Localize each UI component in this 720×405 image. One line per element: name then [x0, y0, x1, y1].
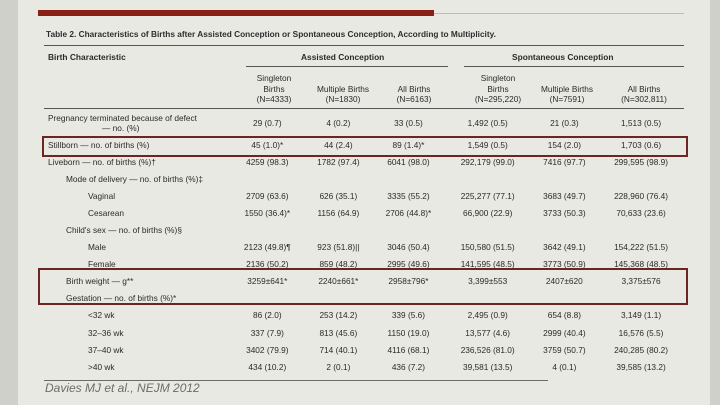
table-caption: Table 2. Characteristics of Births after Assisted Conception or Spontaneous Conception, According to Multiplicity.: [46, 29, 496, 39]
table-row: Female 2136 (50.2) 859 (48.2) 2995 (49.6) 141,595 (48.5) 3773 (50.9) 145,368 (48.5): [88, 259, 669, 270]
table-row: <32 wk 86 (2.0) 253 (14.2) 339 (5.6) 2,495 (0.9) 654 (8.8) 3,149 (1.1): [88, 310, 662, 321]
col-head-assisted-multiple: Multiple Births (N=1830): [316, 83, 370, 104]
header-rule: [44, 108, 684, 109]
table-row: Birth weight — g** 3259±641* 2240±661* 2958±796* 3,399±553 2407±620 3,375±576: [66, 276, 661, 287]
assisted-rule: [246, 66, 448, 67]
table-row: >40 wk 434 (10.2) 2 (0.1) 436 (7.2) 39,581 (13.5) 4 (0.1) 39,585 (13.2): [88, 361, 666, 372]
table-row: 32–36 wk 337 (7.9) 813 (45.6) 1150 (19.0) 13,577 (4.6) 2999 (40.4) 16,576 (5.5): [88, 327, 664, 338]
col-head-spontaneous-all: All Births (N=302,811): [621, 83, 667, 104]
table-row: Child's sex — no. of births (%)§: [66, 225, 182, 236]
table-row: 37–40 wk 3402 (79.9) 714 (40.1) 4116 (68.1) 236,526 (81.0) 3759 (50.7) 240,285 (80.2): [88, 344, 669, 355]
col-head-spontaneous-multiple: Multiple Births (N=7591): [540, 83, 594, 104]
table-row: Stillborn — no. of births (%) 45 (1.0)* 44 (2.4) 89 (1.4)* 1,549 (0.5) 154 (2.0) 1,703 (0.6): [48, 139, 662, 150]
col-head-assisted-all: All Births (N=6163): [396, 83, 432, 104]
citation-credit: Davies MJ et al., NEJM 2012: [45, 381, 200, 395]
table-row: Pregnancy terminated because of defect — no. (%) 29 (0.7) 4 (0.2) 33 (0.5) 1,492 (0.5) 21 (0.3) 1,513 (0.5): [48, 113, 662, 133]
stillborn-highlight-box: [42, 136, 688, 157]
table-row: Gestation — no. of births (%)*: [66, 293, 177, 304]
table-row: Mode of delivery — no. of births (%)‡: [66, 173, 203, 184]
assisted-conception-header: Assisted Conception: [301, 52, 385, 62]
title-bar-rule: [434, 13, 684, 14]
title-bar: [38, 10, 434, 16]
slide: [18, 0, 710, 405]
birth-weight-highlight-box: [38, 268, 688, 305]
birth-characteristic-header: Birth Characteristic: [48, 52, 126, 62]
spontaneous-rule: [464, 66, 684, 67]
table-row: Male 2123 (49.8)¶ 923 (51.8)|| 3046 (50.4) 150,580 (51.5) 3642 (49.1) 154,222 (51.5): [88, 242, 669, 253]
col-head-assisted-singleton: Singleton Births (N=4333): [256, 73, 292, 104]
table-row: Liveborn — no. of births (%)† 4259 (98.3) 1782 (97.4) 6041 (98.0) 292,179 (99.0) 7416 (97.7) 299,595 (98.9): [48, 156, 669, 167]
col-head-spontaneous-singleton: Singleton Births (N=295,220): [474, 73, 522, 104]
table-row: Cesarean 1550 (36.4)* 1156 (64.9) 2706 (44.8)* 66,900 (22.9) 3733 (50.3) 70,633 (23.6): [88, 207, 666, 218]
caption-rule: [44, 45, 684, 46]
table-row: Vaginal 2709 (63.6) 626 (35.1) 3335 (55.2) 225,277 (77.1) 3683 (49.7) 228,960 (76.4): [88, 190, 669, 201]
spontaneous-conception-header: Spontaneous Conception: [512, 52, 614, 62]
